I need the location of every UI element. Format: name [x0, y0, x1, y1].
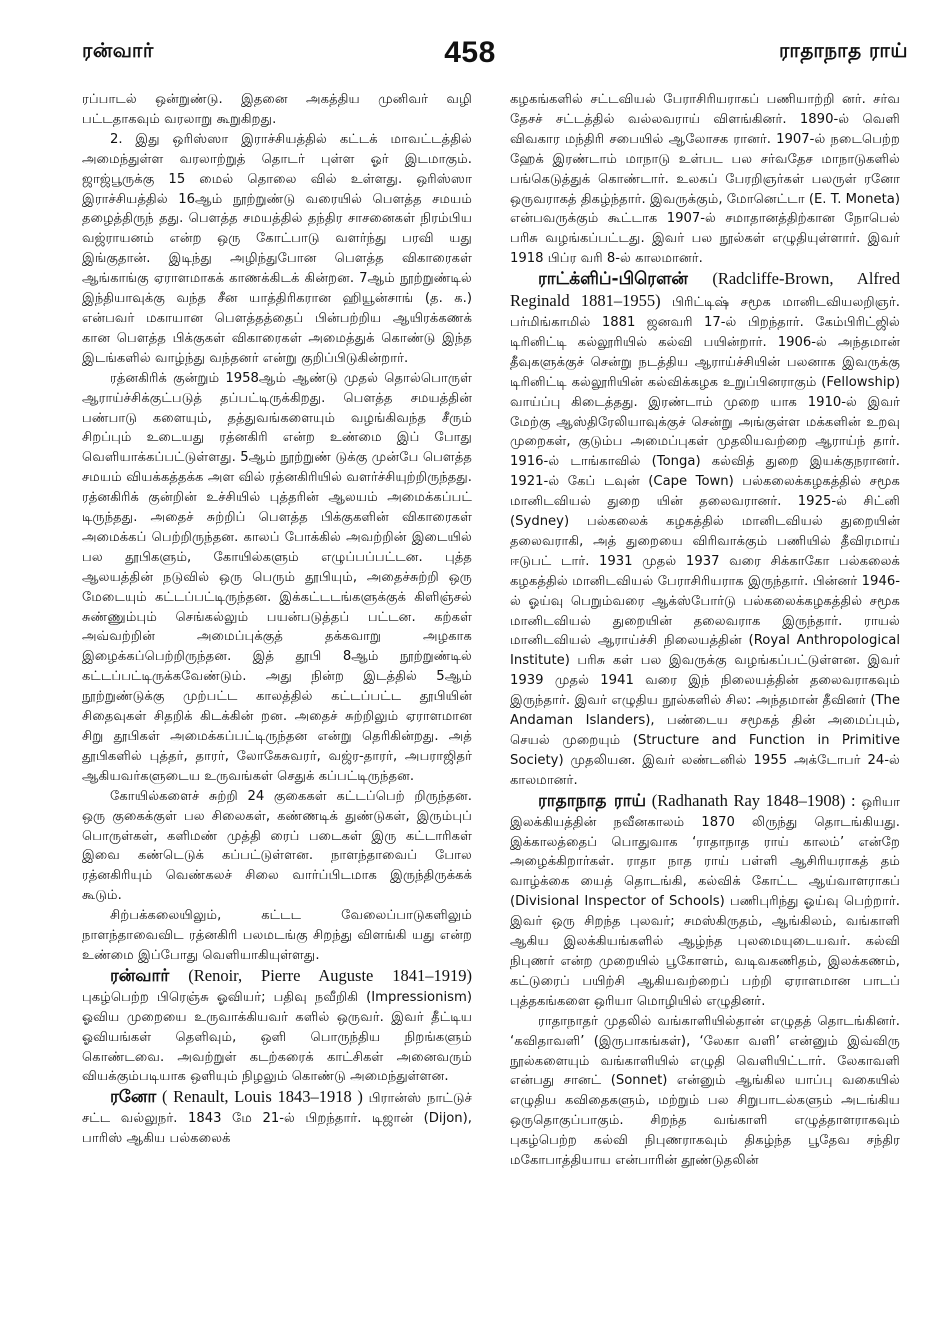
- running-head-left: ரன்வார்: [82, 38, 154, 62]
- paragraph-orissa-site: 2. இது ஒரிஸ்ஸா இராச்சியத்தில் கட்டக் மாவட்டத்தில் அமைந்துள்ள வரலாற்றுத் தொடர் புள்ள ஓர் இடமாகும். ஜாஜ்பூருக்கு 15 மைல் தொலை வில் உள்ளது. ஒரிஸ்ஸா இராச்சியத்தில் 16ஆம் நூற்றுண்டு வரையில் பௌத்த சமயம் தழைத்திருந் தது. பௌத்த சமயத்தில் தந்திர சாசனைகள் நிரம்பிய வஜ்ராயனம் என்ற ஒரு கோட்பாடு வளர்ந்து பரவி யது இங்குதான். இடிந்து அழிந்துபோன பௌத்த விகாரைகள் ஆங்காங்கு ஏராளமாகக் காணக்கிடக் கின்றன. 7ஆம் நூற்றுண்டில் இந்தியாவுக்கு வந்த சீன யாத்திரிகரான ஹியூன்சாங் (த. க.) என்பவர் மகாயான பௌத்தத்தைப் பின்பற்றிய ஆயிரக்கணக் கான பௌத்த பிக்குகள் விகாரைகள் அமைத்துக் கொண்டு இந்த இடங்களில் வாழ்ந்து வந்தனர் என்று குறிப்பிடுகின்றார்.: [82, 131, 472, 366]
- entry-body-renoir: புகழ்பெற்ற பிரெஞ்சு ஓவியர்; பதிவு நவீறிகி (Impressionism) ஓவிய முறையை உருவாக்கியவர் களில் ஒருவர். இவர் தீட்டிய ஓவியங்கள் தெளிவும், ஒளி பொருந்திய நிறங்களும் கொண்டவை. அவற்றுள் கடற்கரைக் காட்சிகள் அனைவரும் வியக்கும்படியாக ஒளியும் நிழலும் கொண்டு அமைந்துள்ளன.: [82, 989, 472, 1085]
- entry-title-radhanath-ta: ராதாநாத ராய்: [538, 790, 647, 811]
- entry-title-radcliffe-ta: ராட்க்ளிப்-பிரௌன்: [538, 269, 688, 290]
- entry-body-radcliffe: பிரிட்டிஷ் சமூக மானிடவியலறிஞர். பர்மிங்காமில் 1881 ஜனவரி 17-ல் பிறந்தார். கேம்பிரிட்ஜில் டிரினிட்டி கல்லூரியில் கல்வி பயின்றார். 1906-ல் அந்தமான் தீவுகளுக்குச் சென்று நடத்திய ஆராய்ச்சியின் பலனாக இவருக்கு டிரினிட்டி கல்லூரியின் கல்விக்கழக உறுப்பினராகும் (Fellowship) வாய்ப்பு கிடைத்தது. இரண்டாம் முறை யாக 1910-ல் இவர் மேற்கு ஆஸ்திரேலியாவுக்குச் சென்று அங்குள்ள மக்களின் உறவு முறைகள், குடும்ப அமைப்புகள் முதலியவற்றை ஆராய்ந் தார். 1916-ல் டாங்காவில் (Tonga) கல்வித் துறை இயக்குநரானர். 1921-ல் கேப் டவுன் (Cape Town) பல்கலைக்கழகத்தில் சமூக மானிடவியல் துறை யின் தலைவரானர். 1925-ல் சிட்னி (Sydney) பல்கலைக் கழகத்தில் மானிடவியல் துறையின் தலைவராகி, அத் துறையை விரிவாக்கும் பணியில் தீவிரமாய் ஈடுபட் டார். 1931 முதல் 1937 வரை சிக்காகோ பல்கலைக் கழகத்தில் மானிடவியல் பேராசிரியராக இருந்தார். பின்னர் 1946-ல் ஓய்வு பெறும்வரை ஆக்ஸ்போர்டு பல்கலைக்கழகத்தில் சமூக மானிடவியல் துறையின் தலைவராக இருந்தார். ராயல் மானிடவியல் ஆராய்ச்சி நிலையத்தின் (Royal Anthropological Institute) பரிசு கள் பல இவருக்கு வழங்கப்பட்டுள்ளன. இவர் 1939 முதல் 1941 வரை இந் நிலையத்தின் தலைவராகவும் இருந்தார். இவர் எழுதிய நூல்களில் சில: அந்தமான் தீவினர் (The Andaman Islanders), பண்டைய சமூகத் தின் அமைப்பும், செயல் முறையும் (Structure and Function in Primitive Society) முதலியன. இவர் லண்டனில் 1955 அக்டோபர் 24-ல் காலமானர்.: [510, 295, 900, 788]
- running-head-right: ராதாநாத ராய்: [779, 38, 908, 62]
- page-number: 458: [444, 36, 496, 69]
- entry-title-renoir-ta: ரன்வார்: [110, 965, 170, 986]
- entry-radcliffe-brown: [510, 269, 900, 791]
- entry-renault: [82, 1087, 472, 1149]
- entry-title-radcliffe-en: (Radcliffe-Brown, Alfred Reginald 1881–1955): [510, 269, 900, 311]
- paragraph-radhanath-works: ராதாநாதர் முதலில் வங்காளியில்தான் எழுதத் தொடங்கினர். ‘கவிதாவளி’ (இருபாகங்கள்), ‘லேகா வளி’ என்னும் இவ்விரு நூல்களையும் வங்காளியில் எழுதி வெளியிட்டார். லேகாவளி என்பது சானட் (Sonnet) என்னும் ஆங்கில யாப்பு வகையில் எழுதிய கவிதைகளும், மற்றும் பல சிறுபாடல்களும் அடங்கிய ஒருதொகுப்பாகும். சிறந்த வங்காளி எழுத்தாளராகவும் புகழ்பெற்ற கல்வி நிபுணராகவும் திகழ்ந்த பூதேவ சந்திர மகோபாத்தியாய என்பாரின் தூண்டுதலின்: [510, 1013, 900, 1169]
- entry-body-renault: பிரான்ஸ் நாட்டுச் சட்ட வல்லுநர். 1843 மே 21-ல் பிறந்தார். டிஜான் (Dijon), பாரிஸ் ஆகிய பல்கலைக்: [82, 1091, 472, 1147]
- entry-renoir: [82, 966, 472, 1087]
- entry-title-radhanath-en: (Radhanath Ray 1848–1908) :: [651, 790, 856, 810]
- paragraph-sculpture: சிற்பக்கலையிலும், கட்டட வேலைப்பாடுகளிலும் நாளந்தாவைவிட ரத்னகிரி பலமடங்கு சிறந்து விளங்கி யது என்ற உண்மை இப்போது வெளியாகியுள்ளது.: [82, 908, 472, 963]
- left-column: [82, 90, 472, 1325]
- paragraph-ratnagiri-continued: ரப்பாடல் ஒன்றுண்டு. இதனை அகத்திய முனிவர் வழி பட்டதாகவும் வரலாறு கூறுகிறது.: [82, 92, 472, 127]
- entry-title-renault-en: ( Renault, Louis 1843–1918 ): [161, 1087, 363, 1107]
- paragraph-caves: கோயில்களைச் சுற்றி 24 குகைகள் கட்டப்பெற் றிருந்தன. ஒரு குகைக்குள் பல சிலைகள், கண்ணடிக் துண்டுகள், இரும்புப் பொருள்கள், களிமண் முத்தி ரைப் படைகள் இரு கட்டாரிகள் இவை கண்டெடுக் கப்பட்டுள்ளன. நாளந்தாவைப் போல ரத்னகிரியும் வெண்கலச் சிலை வார்ப்பிடமாக இருந்திருக்கக் கூடும்.: [82, 788, 472, 904]
- paragraph-renault-continued: கழகங்களில் சட்டவியல் பேராசிரியராகப் பணியாற்றி னர். சர்வ தேசச் சட்டத்தில் வல்லவராய் விளங்கினர். 1890-ல் வெளி விவகார மந்திரி சபையில் ஆலோசக ரானர். 1907-ல் நடைபெற்ற ஹேக் இரண்டாம் மாநாடு உள்பட பல சர்வதேச மாநாடுகளில் பங்கெடுத்துக் கொண்டார். உலகப் பேரறிஞர்கள் பலருள் ரனோ ஒருவராகத் திகழ்ந்தார். இவருக்கும், மோனெட்டா (E. T. Moneta) என்பவருக்கும் கூட்டாக 1907-ல் சமாதானத்திற்கான நோபெல் பரிசு வழங்கப்பட்டது. இவர் பல நூல்கள் எழுதியுள்ளார். இவர் 1918 பிப்ர வரி 8-ல் காலமானர்.: [510, 92, 900, 267]
- entry-title-renoir-en: (Renoir, Pierre Auguste 1841–1919): [188, 965, 472, 985]
- entry-title-renault-ta: ரனோ: [110, 1087, 157, 1108]
- entry-radhanath-ray: [510, 791, 900, 1012]
- entry-body-radhanath: ஒரியா இலக்கியத்தின் நவீனகாலம் 1870 லிருந்து தொடங்கியது. இக்காலத்தைப் பொதுவாக ‘ராதாநாத ராய் காலம்’ என்றே அழைக்கிறார்கள். ராதா நாத ராய் பள்ளி ஆசிரியராகத் தம் வாழ்க்கை யைத் தொடங்கி, கல்விக் கோட்ட ஆய்வாளராகப் (Divisional Inspector of Schools) பணிபுரிந்து ஓய்வு பெற்றார். இவர் ஒரு சிறந்த புலவர்; சமஸ்கிருதம், ஆங்கிலம், வங்காளி ஆகிய இலக்கியங்களில் ஆழ்ந்த புலமையுடையவர். கல்வி நிபுணர் என்ற முறையில் பூகோளம், வடிவகணிதம், இலக்கணம், கட்டுரைப் பயிற்சி ஆகியவற்றைப் பற்றி ஏராளமான பாடப் புத்தகங்களை ஒரியா மொழியில் எழுதினர்.: [510, 794, 900, 1009]
- right-column: [510, 90, 900, 1325]
- paragraph-excavation: ரத்னகிரிக் குன்றும் 1958ஆம் ஆண்டு முதல் தொல்பொருள் ஆராய்ச்சிக்குட்படுத் தப்பட்டிருக்கிறது. பௌத்த சமயத்தின் பண்பாடு களையும், தத்துவங்களையும் வழங்கிவந்த சீரும் சிறப்பும் உடையது ரத்னகிரி என்ற உண்மை இப் போது வெளியாக்கப்பட்டுள்ளது. 5ஆம் நூற்றுண் டுக்கு முன்பே பௌத்த சமயம் வியக்கத்தக்க அள வில் ரத்னகிரியில் வளர்ச்சியுற்றிருந்தது. ரத்னகிரிக் குன்றின் உச்சியில் புத்தரின் ஆலயம் அமைக்கப்பட் டிருந்தது. அதைச் சுற்றிப் பௌத்த பிக்குகளின் விகாரைகள் அமைக்கப் பெற்றிருந்தன. காலப் போக்கில் அவற்றின் இடையில் பல தூபிகளும், கோயில்களும் எழுப்பப்பட்டன. புத்த ஆலயத்தின் நடுவில் ஒரு பெரும் தூபியும், அதைச்சுற்றி ஒரு மேடையும் கட்டப்பட்டிருந்தன. இக்கட்டடங்களுக்குக் கிளிஞ்சல் சுண்ணும்பும் செங்கல்லும் பயன்படுத்தப் பட்டன. கற்கள் அவ்வற்றின் அமைப்புக்குத் தக்கவாறு அழகாக இழைக்கப்பெற்றிருந்தன. இத் தூபி 8ஆம் நூற்றுண்டில் கட்டப்பட்டிருக்கவேண்டும். அது நின்ற இடத்தில் 5ஆம் நூற்றுண்டுக்கு முற்பட்ட காலத்தில் கட்டப்பட்ட தூபியின் சிதைவுகள் சிதறிக் கிடக்கின் றன. அதைச் சுற்றிலும் ஏராளமான சிறு தூபிகள் அமைக்கப்பட்டிருந்தன என்று தெரிகின்றது. அத் தூபிகளில் புத்தர், தாரர், லோகேசுவரர், வஜ்ர-தாரர், அபராஜிதர் ஆகியவர்களுடைய உருவங்கள் செதுக் கப்பட்டிருந்தன.: [82, 370, 472, 784]
